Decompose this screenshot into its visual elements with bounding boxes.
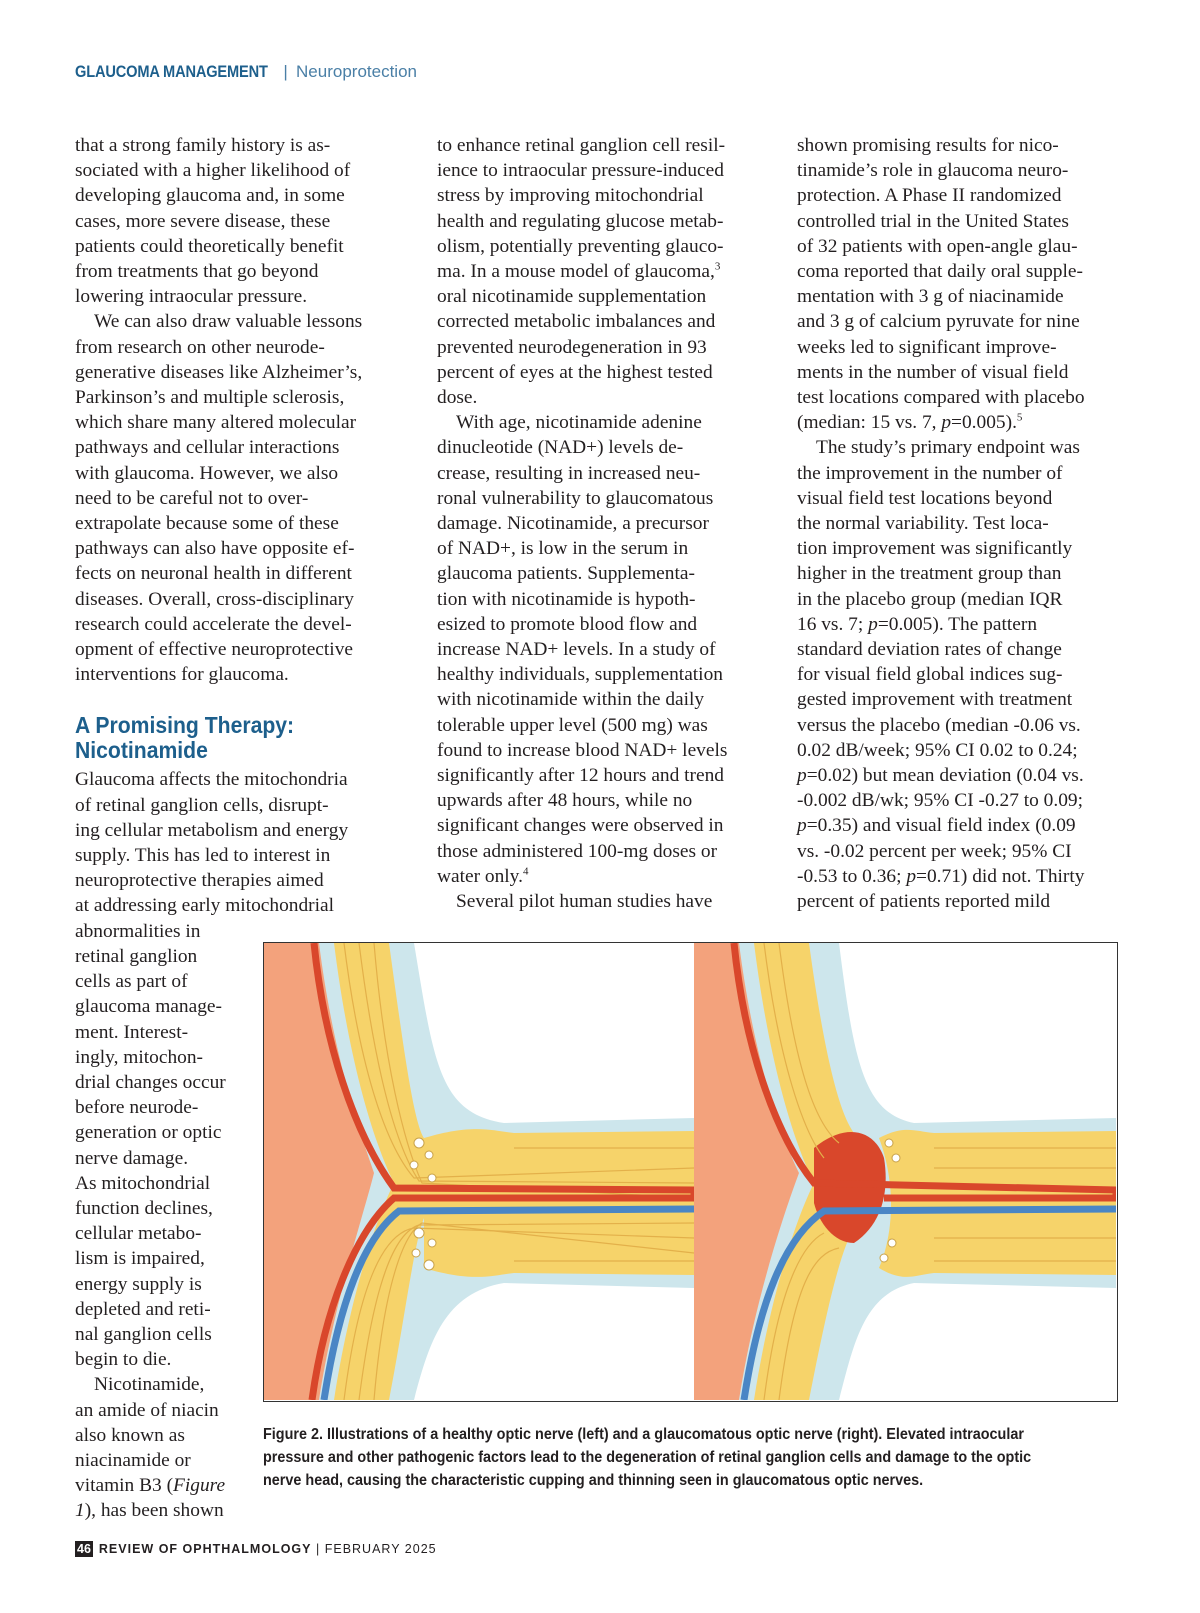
glaucomatous-optic-nerve: [694, 943, 1116, 1400]
text-line: which share many altered molecular: [75, 412, 357, 434]
text-line: weeks led to significant improve-: [797, 336, 1057, 358]
text-line: research could accelerate the devel-: [75, 613, 352, 635]
text-line: controlled trial in the United States: [797, 210, 1069, 232]
text-line: A Promising Therapy:: [75, 712, 295, 739]
text-line: drial changes occur: [75, 1071, 226, 1093]
text-line: with nicotinamide within the daily: [437, 689, 705, 711]
text-line: need to be careful not to over-: [75, 487, 309, 509]
text-line: nerve damage.: [75, 1147, 189, 1169]
text-line: begin to die.: [75, 1349, 172, 1371]
text-line: that a strong family history is as-: [75, 135, 331, 156]
text-line: oral nicotinamide supplementation: [437, 286, 707, 308]
text-line: We can also draw valuable lessons: [94, 311, 363, 333]
text-line: of 32 patients with open-angle glau-: [797, 235, 1078, 257]
text-line: gested improvement with treatment: [797, 689, 1073, 711]
text-line: from research on other neurode-: [75, 336, 325, 358]
text-line: coma reported that daily oral supple-: [797, 261, 1083, 283]
text-line: corrected metabolic imbalances and: [437, 311, 716, 333]
text-line: With age, nicotinamide adenine: [456, 412, 702, 434]
text-line: stress by improving mitochondrial: [437, 185, 704, 207]
text-line: diseases. Overall, cross-disciplinary: [75, 588, 354, 610]
text-line: Nicotinamide: [75, 737, 208, 764]
text-line: developing glaucoma and, in some: [75, 185, 345, 207]
text-line: and 3 g of calcium pyruvate for nine: [797, 311, 1080, 333]
text-line: an amide of niacin: [75, 1399, 219, 1421]
text-line: also known as: [75, 1424, 185, 1446]
text-line: with glaucoma. However, we also: [75, 462, 339, 484]
text-line: lism is impaired,: [75, 1248, 205, 1270]
text-line: nal ganglion cells: [75, 1323, 212, 1345]
text-line: to enhance retinal ganglion cell resil-: [437, 135, 726, 156]
paragraph-nad: [437, 284, 757, 864]
glaucoma-nerve-fibers: [879, 1130, 1116, 1277]
text-line: Parkinson’s and multiple sclerosis,: [75, 387, 345, 409]
optic-nerve-svg: [264, 943, 1116, 1400]
page-number: 46: [77, 1542, 91, 1556]
article-column-3: shown promising results for nico- tinamide’s role in glaucoma neuro- protection. A Phase II randomized controlled trial in the United States of 32 patients with open-angle glau- coma reported that daily oral supple- mentation with 3 g of niacinamide and 3 g of calcium pyruvate for nine weeks led to significant improve- ments in the number of visual field test locations compared with placebo (median: 15 vs. 7, p=0.005).$^5$ The study’s primary endpoint was the improvement in the number of visual field test locations beyond the normal variability. Test loca- tion improvement was significantly higher in the treatment group than in the placebo group (median IQR 16 vs. 7; p=0.005). The pattern standard deviation rates of change for visual field global indices sug- gested improvement with treatment versus the placebo (median -0.06 vs. 0.02 dB/week; 95% CI 0.02 to 0.24; p=0.02) but mean deviation (0.04 vs. -0.002 dB/wk; 95% CI -0.27 to 0.09; p=0.35) and visual field index (0.09 vs. -0.02 percent per week; 95% CI -0.53 to 0.36; p=0.71) did not. Thirty percent of patients reported mild: [797, 133, 1127, 914]
text-line: interventions for glaucoma.: [75, 664, 289, 686]
reference-4: 4: [522, 865, 529, 878]
text-line: pressure and other pathogenic factors lead to the degeneration of retinal ganglion cells and damage to the optic: [263, 1449, 1032, 1466]
figure-caption: [263, 1423, 1128, 1492]
text-line: upwards after 48 hours, while no: [437, 790, 693, 812]
page-footer: [75, 1541, 437, 1557]
text-line: the normal variability. Test loca-: [797, 513, 1049, 535]
text-line: from treatments that go beyond: [75, 261, 319, 283]
text-line: olism, potentially preventing glauco-: [437, 235, 724, 257]
reference-5: 5: [1016, 411, 1023, 424]
text-line: lowering intraocular pressure.: [75, 286, 308, 308]
text-line: found to increase blood NAD+ levels: [437, 739, 728, 761]
text-line: cells as part of: [75, 971, 188, 993]
text-line: protection. A Phase II randomized: [797, 185, 1062, 207]
text-line: sociated with a higher likelihood of: [75, 160, 351, 182]
text-line: pathways and cellular interactions: [75, 437, 340, 459]
text-line: generation or optic: [75, 1122, 222, 1144]
text-line: of NAD+, is low in the serum in: [437, 538, 689, 560]
text-line: neuroprotective therapies aimed: [75, 870, 324, 892]
text-line: those administered 100-mg doses or: [437, 840, 718, 862]
text-line: ronal vulnerability to glaucomatous: [437, 487, 714, 509]
text-line: in the placebo group (median IQR: [797, 588, 1063, 610]
text-line: Glaucoma affects the mitochondria: [75, 769, 348, 791]
text-line: Figure 2. Illustrations of a healthy optic nerve (left) and a glaucomatous optic nerve (right). Elevated intraocular: [263, 1426, 1024, 1443]
text-line: before neurode-: [75, 1097, 199, 1119]
paragraph-primary-endpoint: [797, 435, 1127, 611]
text-line: ment. Interest-: [75, 1021, 189, 1043]
reference-3: 3: [714, 260, 721, 273]
paragraph-phase-ii: [797, 133, 1127, 410]
text-line: cases, more severe disease, these: [75, 210, 331, 232]
text-line: As mitochondrial: [75, 1172, 211, 1194]
running-header: [75, 62, 417, 82]
section-subtitle: Neuroprotection: [296, 62, 417, 81]
healthy-optic-nerve: [264, 943, 694, 1400]
text-line: shown promising results for nico-: [797, 135, 1059, 156]
text-line: tion with nicotinamide is hypoth-: [437, 588, 696, 610]
text-line: depleted and reti-: [75, 1298, 211, 1320]
text-line: patients could theoretically benefit: [75, 235, 344, 257]
figure-reference-line: vitamin B3 (Figure 1), has been shown: [75, 1475, 226, 1522]
paragraph-family-history: [75, 133, 385, 687]
text-line: visual field test locations beyond: [797, 487, 1053, 509]
text-line: function declines,: [75, 1197, 213, 1219]
text-line: higher in the treatment group than: [797, 563, 1062, 585]
header-separator: |: [283, 62, 288, 81]
issue-date: FEBRUARY 2025: [324, 1542, 437, 1556]
text-line: mentation with 3 g of niacinamide: [797, 286, 1064, 308]
text-line: healthy individuals, supplementation: [437, 664, 723, 686]
text-line: tinamide’s role in glaucoma neuro-: [797, 160, 1069, 182]
pilot-studies-line: Several pilot human studies have: [456, 891, 713, 913]
text-line: glaucoma patients. Supplementa-: [437, 563, 695, 585]
text-line: abnormalities in: [75, 920, 201, 942]
text-line: cellular metabo-: [75, 1223, 202, 1245]
text-line: increase NAD+ levels. In a study of: [437, 639, 716, 661]
text-line: test locations compared with placebo: [797, 387, 1085, 409]
text-line: esized to promote blood flow and: [437, 613, 698, 635]
text-line: 0.02 dB/week; 95% CI 0.02 to 0.24;: [797, 739, 1078, 761]
text-line: energy supply is: [75, 1273, 202, 1295]
text-line: prevented neurodegeneration in 93: [437, 336, 707, 358]
text-line: ience to intraocular pressure-induced: [437, 160, 724, 182]
text-line: percent of eyes at the highest tested: [437, 361, 713, 383]
text-line: extrapolate because some of these: [75, 513, 339, 535]
text-line: generative diseases like Alzheimer’s,: [75, 361, 363, 383]
text-line: ing cellular metabolism and energy: [75, 819, 349, 841]
text-line: pathways can also have opposite ef-: [75, 538, 355, 560]
text-line: the improvement in the number of: [797, 462, 1063, 484]
article-column-2: to enhance retinal ganglion cell resil- ience to intraocular pressure-induced stress by improving mitochondrial health and regulating glucose metab- olism, potentially preventing glauco- ma. In a mouse model of glaucoma,$^3$ oral nicotinamide supplementation corrected metabolic imbalances and prevented neurodegeneration in 93 percent of eyes at the highest tested dose. With age, nicotinamide adenine dinucleotide (NAD+) levels de- crease, resulting in increased neu- ronal vulnerability to glaucomatous damage. Nicotinamide, a precursor of NAD+, is low in the serum in glaucoma patients. Supplementa- tion with nicotinamide is hypoth- esized to promote blood flow and increase NAD+ levels. In a study of healthy individuals, supplementation with nicotinamide within the daily tolerable upper level (500 mg) was found to increase blood NAD+ levels significantly after 12 hours and trend upwards after 48 hours, while no significant changes were observed in those administered 100-mg doses or water only.$^4$ Several pilot human studies have: [437, 133, 757, 914]
text-line: nerve head, causing the characteristic cupping and thinning seen in glaucomatous optic nerves.: [263, 1472, 924, 1489]
text-line: fects on neuronal health in different: [75, 563, 352, 585]
text-line: tion improvement was significantly: [797, 538, 1073, 560]
text-line: versus the placebo (median -0.06 vs.: [797, 714, 1081, 736]
text-line: ingly, mitochon-: [75, 1046, 203, 1068]
subheading-nicotinamide: [75, 713, 385, 763]
text-line: crease, resulting in increased neu-: [437, 462, 701, 484]
text-line: at addressing early mitochondrial: [75, 895, 334, 917]
footer-separator: |: [315, 1542, 321, 1556]
text-line: health and regulating glucose metab-: [437, 210, 724, 232]
text-line: ments in the number of visual field: [797, 361, 1069, 383]
text-line: supply. This has led to interest in: [75, 845, 331, 867]
text-line: tolerable upper level (500 mg) was: [437, 714, 708, 736]
text-line: significant changes were observed in: [437, 815, 724, 837]
text-line: The study’s primary endpoint was: [816, 437, 1080, 459]
text-line: opment of effective neuroprotective: [75, 639, 353, 661]
publication-name: REVIEW OF OPHTHALMOLOGY: [98, 1542, 312, 1556]
healthy-nerve-fibers: [424, 1129, 694, 1277]
text-line: dose.: [437, 387, 478, 409]
text-line: niacinamide or: [75, 1449, 191, 1471]
text-line: Nicotinamide,: [94, 1374, 205, 1396]
text-line: of retinal ganglion cells, disrupt-: [75, 794, 329, 816]
text-line: standard deviation rates of change: [797, 639, 1062, 661]
text-line: glaucoma manage-: [75, 996, 222, 1018]
figure-optic-nerve-illustration: [263, 942, 1118, 1402]
text-line: dinucleotide (NAD+) levels de-: [437, 437, 684, 459]
text-line: significantly after 12 hours and trend: [437, 765, 725, 787]
paragraph-mouse-model: [437, 133, 757, 259]
text-line: for visual field global indices sug-: [797, 664, 1063, 686]
text-line: retinal ganglion: [75, 945, 198, 967]
text-line: damage. Nicotinamide, a precursor: [437, 513, 709, 535]
section-title: GLAUCOMA MANAGEMENT: [75, 62, 268, 81]
